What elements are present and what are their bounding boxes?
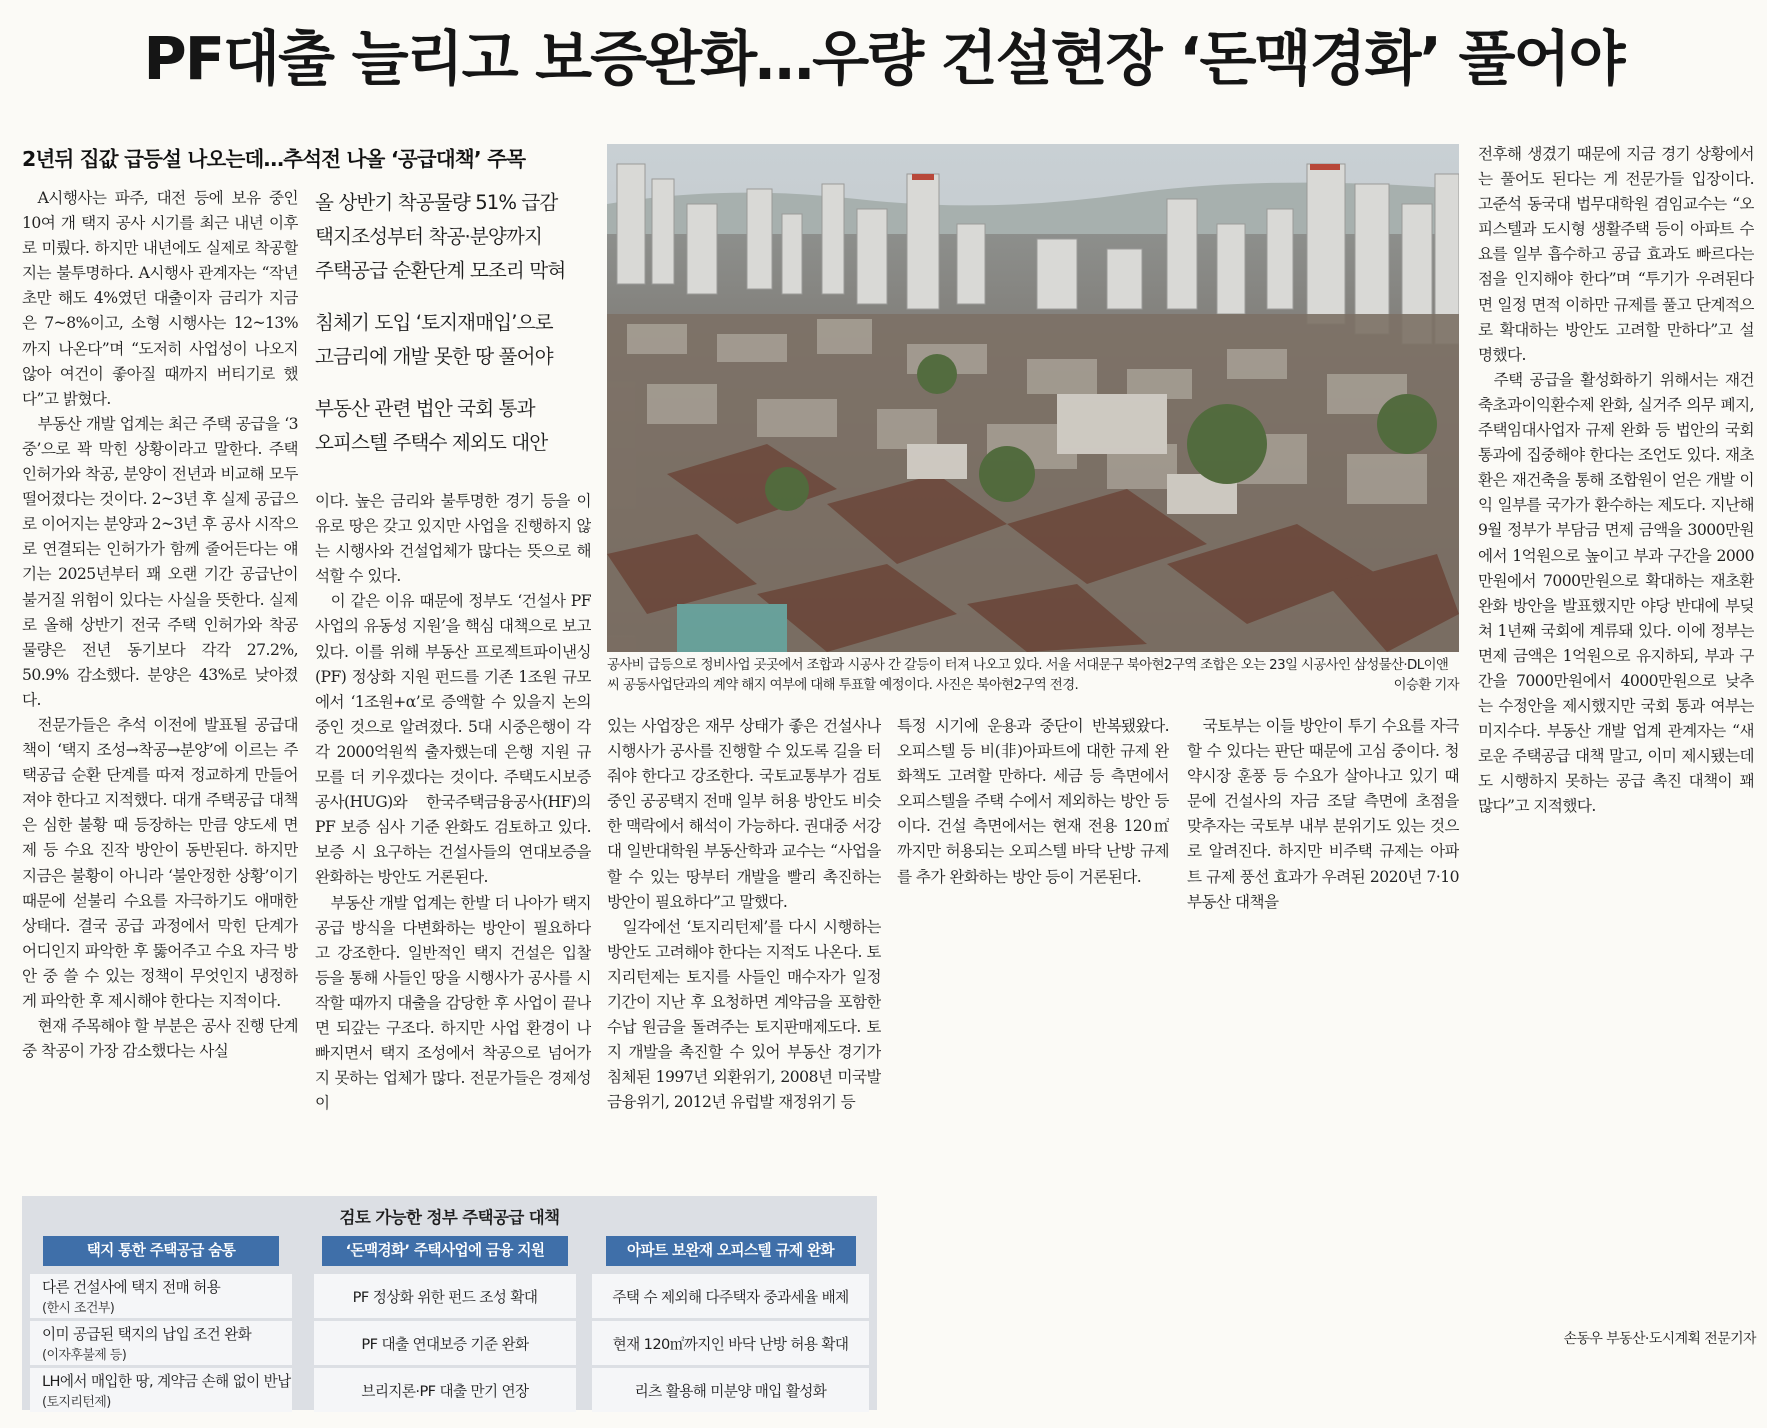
deck-block xyxy=(315,306,595,374)
item-text: 주택 수 제외해 다주택자 중과세율 배제 xyxy=(612,1288,849,1306)
deck-block xyxy=(315,392,595,460)
item-text: LH에서 매입한 땅, 계약금 손해 없이 반납 xyxy=(42,1373,291,1390)
article-column-2 xyxy=(315,489,591,1166)
article-column-6 xyxy=(1478,142,1754,1324)
item-text: 이미 공급된 택지의 납입 조건 완화 xyxy=(42,1326,252,1343)
paragraph: 전문가들은 추석 이전에 발표될 공급대책이 ‘택지 조성→착공→분양’에 이르는 주택공급 순환 단계를 따져 정교하게 만들어져야 한다고 지적했다. 대개 주택공급 대책은 심한 불황 때 등장하는 만큼 양도세 면제 등 수요 진작 방안이 동반된다. 하지만 지금은 불황이 아니라 ‘불안정한 상황’이기 때문에 섣불리 수요를 자극하기도 애매한 상태다. 결국 공급 과정에서 막힌 단계가 어디인지 파악한 후 뚫어주고 수요 자극 방안 중 쓸 수 있는 정책이 무엇인지 냉정하게 파악한 후 제시해야 한다는 지적이다. xyxy=(22,715,298,1010)
infobox-item xyxy=(30,1274,292,1318)
paragraph: 부동산 개발 업계는 최근 주택 공급을 ‘3중’으로 꽉 막힌 상황이라고 말한다. 주택 인허가와 착공, 분양이 전년과 비교해 모두 떨어졌다는 것이다. 2~3년 후 실제 공급으로 이어지는 분양과 2~3년 후 공사 시작으로 연결되는 인허가가 함께 줄어든다는 얘기는 2025년부터 꽤 오랜 기간 공급난이 불거질 위험이 있다는 사실을 뜻한다. 실제로 올해 상반기 전국 주택 인허가와 착공 물량은 전년 동기보다 각각 27.2%, 50.9% 감소했다. 분양은 43%로 낮아졌다. xyxy=(22,414,298,709)
infobox-item xyxy=(314,1274,576,1318)
infobox-column-header: 아파트 보완재 오피스텔 규제 완화 xyxy=(606,1236,856,1266)
infobox-column-header: ‘돈맥경화’ 주택사업에 금융 지원 xyxy=(322,1236,568,1266)
article-column-1 xyxy=(22,186,298,1166)
headline: PF대출 늘리고 보증완화…우량 건설현장 ‘돈맥경화’ 풀어야 xyxy=(143,24,1624,93)
infobox-item xyxy=(592,1274,869,1318)
deck-line: 고금리에 개발 못한 땅 풀어야 xyxy=(315,345,553,368)
infobox-item xyxy=(592,1368,869,1412)
paragraph: 현재 주목해야 할 부분은 공사 진행 단계 중 착공이 가장 감소했다는 사실 xyxy=(22,1017,298,1061)
item-text: 현재 120㎡까지인 바닥 난방 허용 확대 xyxy=(612,1335,849,1353)
infobox-column-header: 택지 통한 주택공급 숨통 xyxy=(43,1236,279,1266)
infobox-item xyxy=(30,1368,292,1412)
photo-credit: 이승환 기자 xyxy=(1393,678,1459,693)
subheadline: 2년뒤 집값 급등설 나오는데…추석전 나올 ‘공급대책’ 주목 xyxy=(22,147,526,171)
deck-line: 주택공급 순환단계 모조리 막혀 xyxy=(315,259,566,282)
article-column-5 xyxy=(1187,714,1459,914)
paragraph: 부동산 개발 업계는 한발 더 나아가 택지 공급 방식을 다변화하는 방안이 필요하다고 강조한다. 일반적인 택지 건설은 입찰 등을 통해 사들인 땅을 시행사가 공사를 시작할 때까지 대출을 감당한 후 사업이 끝나면 되갚는 구조다. 하지만 사업 환경이 나빠지면서 택지 조성에서 착공으로 넘어가지 못하는 업체가 많다. 전문가들은 경제성이 xyxy=(315,893,591,1113)
paragraph: 있는 사업장은 재무 상태가 좋은 건설사나 시행사가 공사를 진행할 수 있도록 길을 터줘야 한다고 강조한다. 국토교통부가 검토 중인 공공택지 전매 일부 허용 방안도 비슷한 맥락에서 해석이 가능하다. 권대중 서강대 일반대학원 부동산학과 교수는 “사업을 할 수 있는 땅부터 개발을 빨리 촉진하는 방안이 필요하다”고 말했다. xyxy=(607,717,881,911)
deck-line: 부동산 관련 법안 국회 통과 xyxy=(315,397,535,420)
paragraph: 이 같은 이유 때문에 정부도 ‘건설사 PF 사업의 유동성 지원’을 핵심 대책으로 보고 있다. 이를 위해 부동산 프로젝트파이낸싱(PF) 정상화 지원 펀드를 기존 1조원 규모에서 ‘1조원+α’로 증액할 수 있을지 논의 중인 것으로 알려졌다. 5대 시중은행이 각각 2000억원씩 출자했는데 은행 지원 규모를 더 키우겠다는 것이다. 주택도시보증공사(HUG)와 한국주택금융공사(HF)의 PF 보증 심사 기준 완화도 검토하고 있다. 보증 시 요구하는 건설사들의 연대보증을 완화하는 방안도 거론된다. xyxy=(315,592,591,887)
byline: 손동우 부동산·도시계획 전문기자 xyxy=(1563,1331,1756,1347)
item-text: PF 대출 연대보증 기준 완화 xyxy=(361,1335,529,1353)
item-text: 다른 건설사에 택지 전매 허용 xyxy=(42,1279,221,1296)
item-text: 브리지론·PF 대출 만기 연장 xyxy=(361,1382,529,1400)
paragraph: 주택 공급을 활성화하기 위해서는 재건축초과이익환수제 완화, 실거주 의무 폐지, 주택임대사업자 규제 완화 등 법안의 국회 통과에 집중해야 한다는 조언도 있다. 재초환은 재건축을 통해 조합원이 얻은 개발 이익 일부를 국가가 환수하는 제도다. 지난해 9월 정부가 부담금 면제 금액을 3000만원에서 1억원으로 높이고 부과 구간을 2000만원에서 7000만원으로 확대하는 재초환 완화 방안을 발표했지만 야당 반대에 부딪쳐 1년째 국회에 계류돼 있다. 이에 정부는 면제 금액은 1억원으로 유지하되, 부과 구간을 7000만원에서 4000만원으로 낮추는 수정안을 제시했지만 국회 통과 여부는 미지수다. 부동산 개발 업계 관계자는 “새로운 주택공급 대책 말고, 이미 제시됐는데도 시행하지 못하는 공급 촉진 대책이 꽤 많다”고 지적했다. xyxy=(1478,370,1754,816)
item-note: (한시 조건부) xyxy=(42,1301,115,1316)
cityscape-illustration xyxy=(607,144,1459,652)
paragraph: A시행사는 파주, 대전 등에 보유 중인 10여 개 택지 공사 시기를 최근 내년 이후로 미뤘다. 하지만 내년에도 실제로 착공할지는 불투명하다. A시행사 관계자는 “작년 초만 해도 4%였던 대출이자 금리가 지금은 7~8%이고, 소형 시행사는 12~13%까지 나온다”며 “도저히 사업성이 나오지 않아 여건이 좋아질 때까지 버티기로 했다”고 밝혔다. xyxy=(22,189,298,408)
item-text: PF 정상화 위한 펀드 조성 확대 xyxy=(352,1288,538,1306)
infobox-column-1 xyxy=(30,1236,292,1410)
deck-line: 택지조성부터 착공·분양까지 xyxy=(315,225,542,248)
item-note: (토지리턴제) xyxy=(42,1395,111,1410)
paragraph: 일각에선 ‘토지리턴제’를 다시 시행하는 방안도 고려해야 한다는 지적도 나온다. 토지리턴제는 토지를 사들인 매수자가 일정 기간이 지난 후 요청하면 계약금을 포함한 수납 원금을 돌려주는 토지판매제도다. 토지 개발을 촉진할 수 있어 부동산 경기가 침체된 1997년 외환위기, 2008년 미국발 금융위기, 2012년 유럽발 재정위기 등 xyxy=(607,917,881,1112)
paragraph: 전후해 생겼기 때문에 지금 경기 상황에서는 풀어도 된다는 게 전문가들 입장이다. 고준석 동국대 법무대학원 겸임교수는 “오피스텔과 도시형 생활주택 등이 아파트 수요를 일부 흡수하고 공급 효과도 빠르다는 점을 인지해야 한다”며 “투기가 우려된다면 일정 면적 이하만 규제를 풀고 단계적으로 확대하는 방안도 고려할 만하다”고 설명했다. xyxy=(1478,145,1754,364)
infobox-column-3 xyxy=(592,1236,869,1406)
deck-line: 올 상반기 착공물량 51% 급감 xyxy=(315,191,558,214)
article-column-4 xyxy=(897,714,1169,914)
paragraph: 국토부는 이들 방안이 투기 수요를 자극할 수 있다는 판단 때문에 고심 중이다. 청약시장 훈풍 등 수요가 살아나고 있기 때문에 건설사의 자금 조달 측면에 초점을 맞추자는 국토부 내부 분위기도 있는 것으로 알려진다. 하지만 비주택 규제는 아파트 규제 풍선 효과가 우려된 2020년 7·10 부동산 대책을 xyxy=(1187,717,1459,911)
article-column-3 xyxy=(607,714,881,1166)
cityscape-photo xyxy=(607,144,1459,652)
caption-text: 공사비 급등으로 정비사업 곳곳에서 조합과 시공사 간 갈등이 터져 나오고 있다. 서울 서대문구 북아현2구역 조합은 오는 23일 시공사인 삼성물산·DL이앤씨 공동사업단과의 계약 해지 여부에 대해 투표할 예정이다. 사진은 북아현2구역 전경. xyxy=(607,658,1449,693)
infobox-item xyxy=(30,1321,292,1365)
item-text: 리츠 활용해 미분양 매입 활성화 xyxy=(634,1382,827,1400)
item-note: (이자후불제 등) xyxy=(42,1348,127,1363)
photo-caption xyxy=(607,656,1459,696)
deck-line: 침체기 도입 ‘토지재매입’으로 xyxy=(315,311,553,334)
deck-block xyxy=(315,186,595,288)
infobox-item xyxy=(314,1321,576,1365)
infobox-column-2 xyxy=(314,1236,576,1406)
paragraph: 특정 시기에 운용과 중단이 반복됐왔다. 오피스텔 등 비(非)아파트에 대한 규제 완화책도 고려할 만하다. 세금 등 측면에서 오피스텔을 주택 수에서 제외하는 방안 등이다. 건설 측면에서는 현재 전용 120㎡까지만 허용되는 오피스텔 바닥 난방 규제를 추가 완화하는 방안 등이 거론된다. xyxy=(897,717,1169,886)
deck-group xyxy=(315,186,595,478)
infobox-title: 검토 가능한 정부 주택공급 대책 xyxy=(339,1208,560,1227)
paragraph: 이다. 높은 금리와 불투명한 경기 등을 이유로 땅은 갖고 있지만 사업을 진행하지 않는 시행사와 건설업체가 많다는 뜻으로 해석할 수 있다. xyxy=(315,492,591,586)
policy-infobox xyxy=(22,1196,877,1410)
infobox-item xyxy=(314,1368,576,1412)
infobox-item xyxy=(592,1321,869,1365)
deck-line: 오피스텔 주택수 제외도 대안 xyxy=(315,431,548,454)
